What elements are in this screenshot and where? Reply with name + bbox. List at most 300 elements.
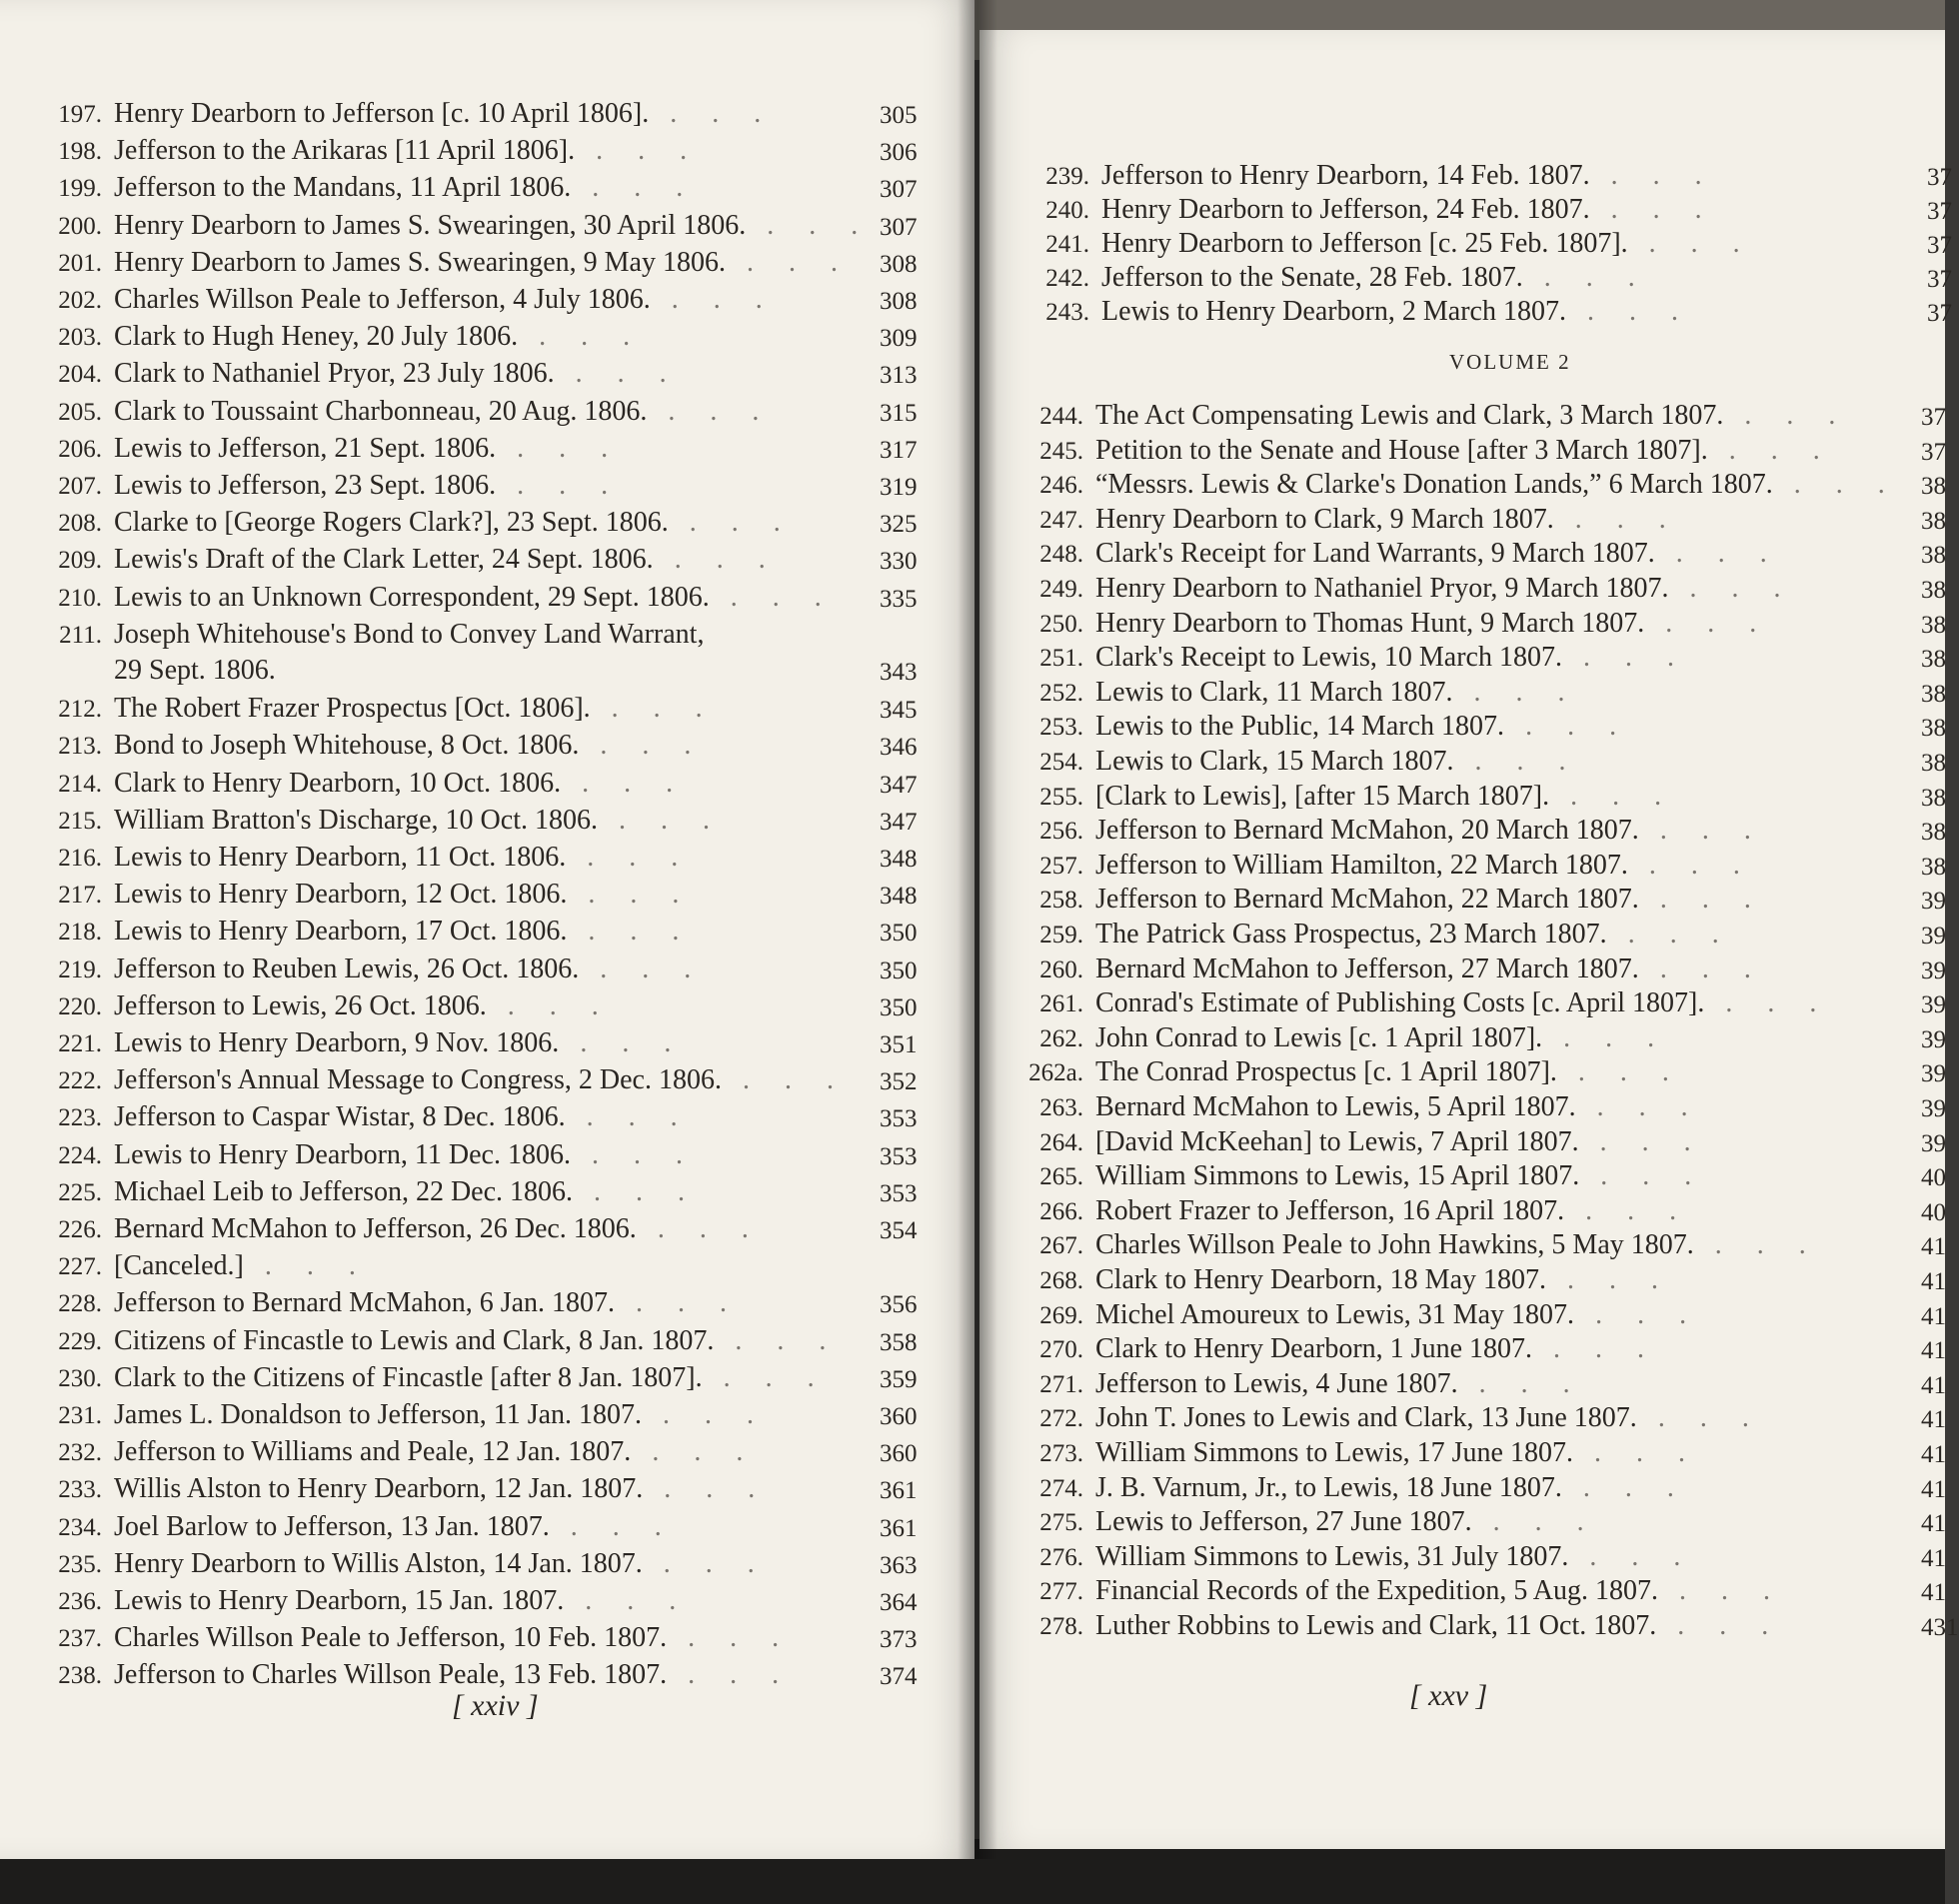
entry-page-number: 360 <box>880 1403 918 1430</box>
contents-entry <box>1021 1056 1946 1089</box>
entry-title: Lewis to Henry Dearborn, 12 Oct. 1806. <box>114 879 568 911</box>
contents-entry <box>40 1027 918 1060</box>
entry-title: Lewis to an Unknown Correspondent, 29 Sept. 1806. <box>114 581 710 613</box>
dot-leader: . . . <box>1589 160 1716 191</box>
entry-title: Lewis to Henry Dearborn, 9 Nov. 1806. <box>114 1027 560 1058</box>
entry-title: Willis Alston to Henry Dearborn, 12 Jan. 1807. <box>114 1473 644 1505</box>
dot-leader: . . . <box>1589 194 1716 225</box>
contents-entry <box>40 1250 370 1283</box>
contents-entry <box>1021 676 1946 710</box>
entry-title: [Clark to Lewis], [after 15 March 1807]. <box>1095 780 1550 812</box>
entry-title: Michel Amoureux to Lewis, 31 May 1807. <box>1095 1298 1575 1330</box>
entry-title: Lewis to Jefferson, 27 June 1807. <box>1095 1506 1472 1538</box>
entry-title: Henry Dearborn to Jefferson [c. 25 Feb. 1807]. <box>1101 228 1628 259</box>
dot-leader: . . . <box>649 98 776 129</box>
contents-entry <box>40 1287 918 1320</box>
entry-number: 278. <box>1039 1613 1083 1640</box>
contents-entry <box>1021 1540 1946 1574</box>
right-folio: [ xxv ] <box>1409 1679 1488 1712</box>
dot-leader: . . . <box>1561 642 1688 674</box>
entry-title: Charles Willson Peale to Jefferson, 10 Feb. 1807. <box>114 1622 668 1654</box>
entry-page-number: 306 <box>880 139 918 167</box>
entry-title: Clark to Henry Dearborn, 1 June 1807. <box>1095 1333 1533 1365</box>
dot-leader: . . . <box>709 581 836 613</box>
entry-number: 198. <box>58 138 102 166</box>
dot-leader: . . . <box>642 1399 769 1430</box>
contents-entry <box>1021 711 1946 744</box>
entry-number: 223. <box>58 1104 102 1132</box>
entry-page-number: 335 <box>880 585 918 613</box>
entry-title: Lewis to Henry Dearborn, 17 Oct. 1806. <box>114 916 568 948</box>
entry-title: Charles Willson Peale to John Hawkins, 5 May 1807. <box>1095 1229 1694 1261</box>
entry-title: Jefferson to Bernard McMahon, 6 Jan. 1807. <box>114 1287 616 1319</box>
contents-entry <box>40 581 918 615</box>
entry-title: Henry Dearborn to Willis Alston, 14 Jan. 1807. <box>114 1547 643 1579</box>
dot-leader: . . . <box>1656 1610 1783 1641</box>
entry-page-number: 38 <box>1921 507 1946 535</box>
entry-page-number: 41 <box>1921 1441 1946 1468</box>
dot-leader: . . . <box>746 209 873 241</box>
contents-entry <box>1027 228 1952 261</box>
contents-entry <box>1021 815 1946 848</box>
entry-page-number: 315 <box>880 399 918 427</box>
entry-page-number: 38 <box>1921 680 1946 708</box>
dot-leader: . . . <box>565 1101 692 1133</box>
entry-title: Henry Dearborn to James S. Swearingen, 9 May 1806. <box>114 246 726 278</box>
entry-title: Jefferson to Henry Dearborn, 14 Feb. 1807. <box>1101 160 1590 191</box>
contents-entry <box>1021 607 1946 641</box>
entry-page-number: 37 <box>1927 198 1952 225</box>
dot-leader: . . . <box>518 321 645 353</box>
contents-entry <box>1021 469 1946 502</box>
entry-number: 217. <box>58 882 102 910</box>
entry-title: Clark's Receipt for Land Warrants, 9 March 1807. <box>1095 538 1655 570</box>
contents-entry <box>40 507 918 540</box>
dot-leader: . . . <box>667 1622 794 1654</box>
entry-page-number: 38 <box>1921 715 1946 743</box>
dot-leader: . . . <box>1553 503 1680 535</box>
entry-page-number: 41 <box>1921 1475 1946 1503</box>
entry-page-number: 38 <box>1921 819 1946 847</box>
entry-title: J. B. Varnum, Jr., to Lewis, 18 June 1807. <box>1095 1471 1562 1503</box>
entry-page-number: 317 <box>880 436 918 464</box>
entry-title: Lewis's Draft of the Clark Letter, 24 Sept. 1806. <box>114 544 654 576</box>
entry-number: 252. <box>1039 679 1083 707</box>
entry-title: Lewis to Clark, 15 March 1807. <box>1095 746 1454 777</box>
dot-leader: . . . <box>722 1064 848 1096</box>
dot-leader: . . . <box>702 1361 829 1393</box>
entry-number: 260. <box>1039 955 1083 983</box>
dot-leader: . . . <box>1565 296 1692 327</box>
entry-page-number: 41 <box>1921 1544 1946 1572</box>
entry-number: 245. <box>1039 437 1083 465</box>
contents-entry <box>1021 1610 1959 1643</box>
entry-number: 258. <box>1039 887 1083 915</box>
entry-title: Joseph Whitehouse's Bond to Convey Land Warrant, <box>114 618 705 650</box>
contents-entry <box>1021 642 1946 675</box>
entry-page-number: 38 <box>1921 853 1946 881</box>
dot-leader: . . . <box>597 804 724 836</box>
dot-leader: . . . <box>1627 228 1754 259</box>
entry-page-number: 352 <box>880 1068 918 1096</box>
contents-entry <box>40 1473 918 1506</box>
entry-title: Lewis to Henry Dearborn, 11 Dec. 1806. <box>114 1138 571 1170</box>
dot-leader: . . . <box>643 1473 770 1505</box>
entry-title: Bernard McMahon to Lewis, 5 April 1807. <box>1095 1091 1576 1122</box>
entry-page-number: 39 <box>1921 1025 1946 1053</box>
entry-title: Jefferson's Annual Message to Congress, 2 Dec. 1806. <box>114 1064 722 1096</box>
right-page <box>980 30 1959 1849</box>
dot-leader: . . . <box>1638 884 1765 916</box>
entry-page-number: 41 <box>1921 1371 1946 1399</box>
entry-title: Clark to Nathaniel Pryor, 23 July 1806. <box>114 358 555 390</box>
contents-entry <box>40 730 918 763</box>
contents-entry <box>40 1399 918 1432</box>
entry-page-number: 313 <box>880 362 918 390</box>
entry-page-number: 37 <box>1927 300 1952 327</box>
dot-leader: . . . <box>575 135 702 167</box>
entry-page-number: 41 <box>1921 1337 1946 1365</box>
entry-title: Luther Robbins to Lewis and Clark, 11 Oct. 1807. <box>1095 1610 1657 1641</box>
contents-entry <box>1021 780 1946 814</box>
contents-entry <box>1027 194 1952 227</box>
contents-entry <box>1021 1402 1946 1435</box>
entry-page-number: 37 <box>1927 266 1952 293</box>
entry-title: [David McKeehan] to Lewis, 7 April 1807. <box>1095 1125 1579 1157</box>
entry-title: Jefferson to Charles Willson Peale, 13 Feb. 1807. <box>114 1659 668 1691</box>
entry-number: 267. <box>1039 1232 1083 1260</box>
entry-number: 270. <box>1039 1336 1083 1364</box>
contents-entry <box>1021 952 1946 986</box>
contents-entry <box>1021 1367 1946 1401</box>
entry-page-number: 353 <box>880 1142 918 1170</box>
dot-leader: . . . <box>642 1547 769 1579</box>
contents-entry <box>40 321 918 354</box>
entry-number: 208. <box>58 510 102 538</box>
entry-title: Lewis to Clark, 11 March 1807. <box>1095 676 1453 708</box>
dot-leader: . . . <box>243 1250 370 1282</box>
dot-leader: . . . <box>615 1287 742 1319</box>
dot-leader: . . . <box>636 1213 763 1244</box>
dot-leader: . . . <box>1723 400 1850 431</box>
dot-leader: . . . <box>1542 1021 1669 1053</box>
contents-entry <box>1021 884 1946 917</box>
dot-leader: . . . <box>1644 607 1771 639</box>
dot-leader: . . . <box>559 1027 686 1058</box>
dot-leader: . . . <box>590 693 717 725</box>
entry-page-number: 37 <box>1927 164 1952 191</box>
entry-page-number: 308 <box>880 250 918 278</box>
entry-number: 244. <box>1039 403 1083 430</box>
contents-entry <box>1021 987 1946 1020</box>
dot-leader: . . . <box>1636 1402 1763 1434</box>
dot-leader: . . . <box>579 730 706 762</box>
entry-page-number: 305 <box>880 102 918 129</box>
dot-leader: . . . <box>1575 1091 1702 1122</box>
contents-entry <box>40 1510 918 1544</box>
contents-entry <box>1021 1091 1946 1124</box>
entry-number: 242. <box>1045 265 1089 292</box>
entry-title: Joel Barlow to Jefferson, 13 Jan. 1807. <box>114 1510 550 1542</box>
entry-page-number: 343 <box>880 658 918 686</box>
dot-leader: . . . <box>1549 780 1676 812</box>
dot-leader: . . . <box>1579 1160 1706 1192</box>
contents-entry <box>40 804 918 838</box>
contents-entry <box>40 1585 918 1618</box>
entry-number: 234. <box>58 1513 102 1541</box>
entry-page-number: 348 <box>880 846 918 873</box>
dot-leader: . . . <box>1532 1333 1659 1365</box>
entry-page-number: 39 <box>1921 1129 1946 1157</box>
entry-page-number: 350 <box>880 993 918 1021</box>
entry-title: William Simmons to Lewis, 17 June 1807. <box>1095 1437 1573 1468</box>
entry-number: 274. <box>1039 1474 1083 1502</box>
entry-page-number: 350 <box>880 956 918 984</box>
entry-title: Henry Dearborn to James S. Swearingen, 30 April 1806. <box>114 209 747 241</box>
entry-title: Clarke to [George Rogers Clark?], 23 Sept. 1806. <box>114 507 669 539</box>
dot-leader: . . . <box>1561 1471 1688 1503</box>
entry-number: 216. <box>58 845 102 872</box>
entry-page-number: 37 <box>1921 438 1946 466</box>
dot-leader: . . . <box>1572 1437 1699 1468</box>
entry-page-number: 40 <box>1921 1198 1946 1226</box>
entry-page-number: 307 <box>880 176 918 204</box>
contents-entry <box>1021 1298 1946 1332</box>
entry-page-number: 348 <box>880 883 918 911</box>
contents-entry <box>1021 849 1946 883</box>
contents-entry <box>40 1361 918 1395</box>
entry-number: 235. <box>58 1550 102 1578</box>
entry-title: [Canceled.] <box>114 1250 244 1282</box>
dot-leader: . . . <box>650 284 777 315</box>
dot-leader: . . . <box>1452 676 1579 708</box>
contents-entry <box>1027 296 1952 329</box>
contents-entry <box>40 842 918 875</box>
entry-number: 219. <box>58 955 102 983</box>
entry-page-number: 38 <box>1921 784 1946 812</box>
entry-page-number: 41 <box>1921 1579 1946 1607</box>
dot-leader: . . . <box>1704 987 1831 1019</box>
entry-number: 236. <box>58 1588 102 1615</box>
contents-entry <box>40 989 918 1023</box>
entry-number: 233. <box>58 1476 102 1504</box>
entry-number: 229. <box>58 1327 102 1355</box>
entry-number: 243. <box>1045 299 1089 326</box>
entry-title: Bond to Joseph Whitehouse, 8 Oct. 1806. <box>114 730 580 762</box>
entry-title: Jefferson to Caspar Wistar, 8 Dec. 1806. <box>114 1101 566 1133</box>
entry-page-number: 41 <box>1921 1510 1946 1538</box>
entry-title: Jefferson to Bernard McMahon, 20 March 1807. <box>1095 815 1639 847</box>
entry-number: 271. <box>1039 1370 1083 1398</box>
entry-page-number: 38 <box>1921 750 1946 777</box>
left-folio: [ xxiv ] <box>452 1689 539 1722</box>
dot-leader: . . . <box>1574 1298 1701 1330</box>
entry-number: 232. <box>58 1439 102 1467</box>
contents-entry <box>40 879 918 912</box>
dot-leader: . . . <box>496 470 623 501</box>
entry-title: John Conrad to Lewis [c. 1 April 1807]. <box>1095 1021 1543 1053</box>
entry-page-number: 363 <box>880 1551 918 1579</box>
entry-page-number: 38 <box>1921 611 1946 639</box>
dot-leader: . . . <box>1564 1194 1691 1226</box>
contents-entry <box>40 358 918 391</box>
contents-entry <box>40 98 918 131</box>
entry-number: 239. <box>1045 163 1089 190</box>
dot-leader: . . . <box>1658 1575 1785 1607</box>
contents-entry <box>1021 1333 1946 1366</box>
contents-entry <box>40 209 918 243</box>
contents-entry <box>1021 1021 1946 1055</box>
entry-page-number: 373 <box>880 1626 918 1654</box>
entry-title: The Robert Frazer Prospectus [Oct. 1806]. <box>114 693 591 725</box>
entry-number: 277. <box>1039 1578 1083 1606</box>
entry-title: The Act Compensating Lewis and Clark, 3 March 1807. <box>1095 400 1724 431</box>
contents-entry <box>1021 1264 1946 1297</box>
entry-title: Jefferson to the Mandans, 11 April 1806. <box>114 172 572 204</box>
entry-page-number: 347 <box>880 771 918 799</box>
entry-number: 276. <box>1039 1543 1083 1571</box>
entry-number: 214. <box>58 770 102 798</box>
entry-number: 203. <box>58 324 102 352</box>
entry-title: Jefferson to Reuben Lewis, 26 Oct. 1806. <box>114 952 580 984</box>
entry-number: 226. <box>58 1216 102 1243</box>
contents-entry <box>40 1622 918 1655</box>
entry-title: Lewis to Jefferson, 21 Sept. 1806. <box>114 432 497 464</box>
entry-title-continuation: 29 Sept. 1806. <box>114 654 276 686</box>
entry-title: Henry Dearborn to Jefferson, 24 Feb. 1807. <box>1101 194 1590 225</box>
entry-title: Jefferson to the Senate, 28 Feb. 1807. <box>1101 262 1523 293</box>
dot-leader: . . . <box>573 1175 700 1207</box>
dot-leader: . . . <box>1693 1229 1820 1261</box>
entry-number: 257. <box>1039 852 1083 880</box>
dot-leader: . . . <box>564 1585 691 1616</box>
entry-number: 206. <box>58 435 102 463</box>
entry-page-number: 350 <box>880 920 918 948</box>
entry-page-number: 330 <box>880 548 918 576</box>
entry-number: 249. <box>1039 576 1083 603</box>
entry-number: 273. <box>1039 1440 1083 1467</box>
entry-title: The Conrad Prospectus [c. 1 April 1807]. <box>1095 1056 1557 1088</box>
contents-entry <box>40 767 918 801</box>
entry-number: 205. <box>58 398 102 426</box>
entry-number: 201. <box>58 249 102 277</box>
entry-number: 238. <box>58 1662 102 1690</box>
entry-number: 240. <box>1045 197 1089 224</box>
entry-title: Michael Leib to Jefferson, 22 Dec. 1806. <box>114 1175 574 1207</box>
entry-number: 221. <box>58 1030 102 1057</box>
dot-leader: . . . <box>549 1510 676 1542</box>
book-gutter <box>958 0 997 1859</box>
dot-leader: . . . <box>567 879 694 911</box>
entry-number: 224. <box>58 1141 102 1169</box>
entry-page-number: 361 <box>880 1477 918 1505</box>
contents-entry <box>1021 1471 1946 1505</box>
entry-number: 222. <box>58 1067 102 1095</box>
dot-leader: . . . <box>668 507 795 539</box>
entry-page-number: 39 <box>1921 991 1946 1019</box>
contents-entry <box>1021 1194 1946 1228</box>
entry-number: 248. <box>1039 541 1083 569</box>
entry-title: The Patrick Gass Prospectus, 23 March 1807. <box>1095 919 1607 950</box>
contents-entry <box>1021 503 1946 537</box>
dot-leader: . . . <box>554 358 681 390</box>
contents-entry <box>40 1213 918 1246</box>
contents-entry <box>40 1324 918 1358</box>
entry-page-number: 361 <box>880 1514 918 1542</box>
dot-leader: . . . <box>647 395 774 427</box>
entry-title: Henry Dearborn to Clark, 9 March 1807. <box>1095 503 1554 535</box>
entry-page-number: 39 <box>1921 1060 1946 1088</box>
entry-title: John T. Jones to Lewis and Clark, 13 June 1807. <box>1095 1402 1637 1434</box>
entry-number: 200. <box>58 212 102 240</box>
contents-entry <box>40 1547 918 1581</box>
entry-number: 255. <box>1039 783 1083 811</box>
entry-page-number: 41 <box>1921 1268 1946 1295</box>
entry-title: William Simmons to Lewis, 31 July 1807. <box>1095 1540 1569 1572</box>
entry-page-number: 307 <box>880 213 918 241</box>
entry-page-number: 347 <box>880 808 918 836</box>
entry-title: Lewis to the Public, 14 March 1807. <box>1095 711 1505 743</box>
entry-page-number: 37 <box>1921 404 1946 431</box>
entry-title: Petition to the Senate and House [after 3 March 1807]. <box>1095 434 1708 466</box>
entry-number: 220. <box>58 992 102 1020</box>
dot-leader: . . . <box>1556 1056 1683 1088</box>
entry-number: 209. <box>58 547 102 575</box>
entry-page-number: 353 <box>880 1105 918 1133</box>
entry-page-number: 431 <box>1921 1614 1959 1641</box>
entry-title: Henry Dearborn to Nathaniel Pryor, 9 March 1807. <box>1095 573 1669 604</box>
entry-page-number: 41 <box>1921 1233 1946 1261</box>
entry-number: 199. <box>58 175 102 203</box>
dot-leader: . . . <box>1707 434 1834 466</box>
dot-leader: . . . <box>725 246 852 278</box>
dot-leader: . . . <box>1638 952 1765 984</box>
dot-leader: . . . <box>1654 538 1781 570</box>
contents-entry <box>1021 746 1946 779</box>
entry-title: Henry Dearborn to Thomas Hunt, 9 March 1807. <box>1095 607 1645 639</box>
entry-page-number: 364 <box>880 1589 918 1616</box>
entry-number: 265. <box>1039 1163 1083 1191</box>
entry-page-number: 39 <box>1921 1095 1946 1122</box>
contents-entry <box>40 172 918 205</box>
entry-page-number: 39 <box>1921 956 1946 984</box>
dot-leader: . . . <box>1668 573 1795 604</box>
entry-title: James L. Donaldson to Jefferson, 11 Jan. 1807. <box>114 1399 643 1430</box>
dot-leader: . . . <box>653 544 780 576</box>
contents-entry <box>40 395 918 429</box>
contents-entry <box>1021 538 1946 571</box>
entry-title: Lewis to Jefferson, 23 Sept. 1806. <box>114 470 497 501</box>
entry-page-number: 41 <box>1921 1406 1946 1434</box>
entry-title: William Bratton's Discharge, 10 Oct. 1806. <box>114 804 598 836</box>
entry-title: Jefferson to Bernard McMahon, 22 March 1807. <box>1095 884 1639 916</box>
entry-title: Jefferson to the Arikaras [11 April 1806]. <box>114 135 576 167</box>
entry-number: 275. <box>1039 1509 1083 1537</box>
entry-title: Clark to Henry Dearborn, 10 Oct. 1806. <box>114 767 562 799</box>
entry-page-number: 40 <box>1921 1164 1946 1192</box>
entry-number: 256. <box>1039 818 1083 846</box>
entry-title: Lewis to Henry Dearborn, 11 Oct. 1806. <box>114 842 567 873</box>
contents-entry <box>1021 1229 1946 1262</box>
entry-number: 247. <box>1039 506 1083 534</box>
volume-heading: VOLUME 2 <box>1449 350 1571 374</box>
entry-title: Clark to Henry Dearborn, 18 May 1807. <box>1095 1264 1547 1295</box>
dot-leader: . . . <box>567 916 694 948</box>
entry-number: 213. <box>58 733 102 761</box>
entry-number: 246. <box>1039 472 1083 500</box>
entry-number: 212. <box>58 696 102 724</box>
contents-entry <box>40 1138 918 1172</box>
